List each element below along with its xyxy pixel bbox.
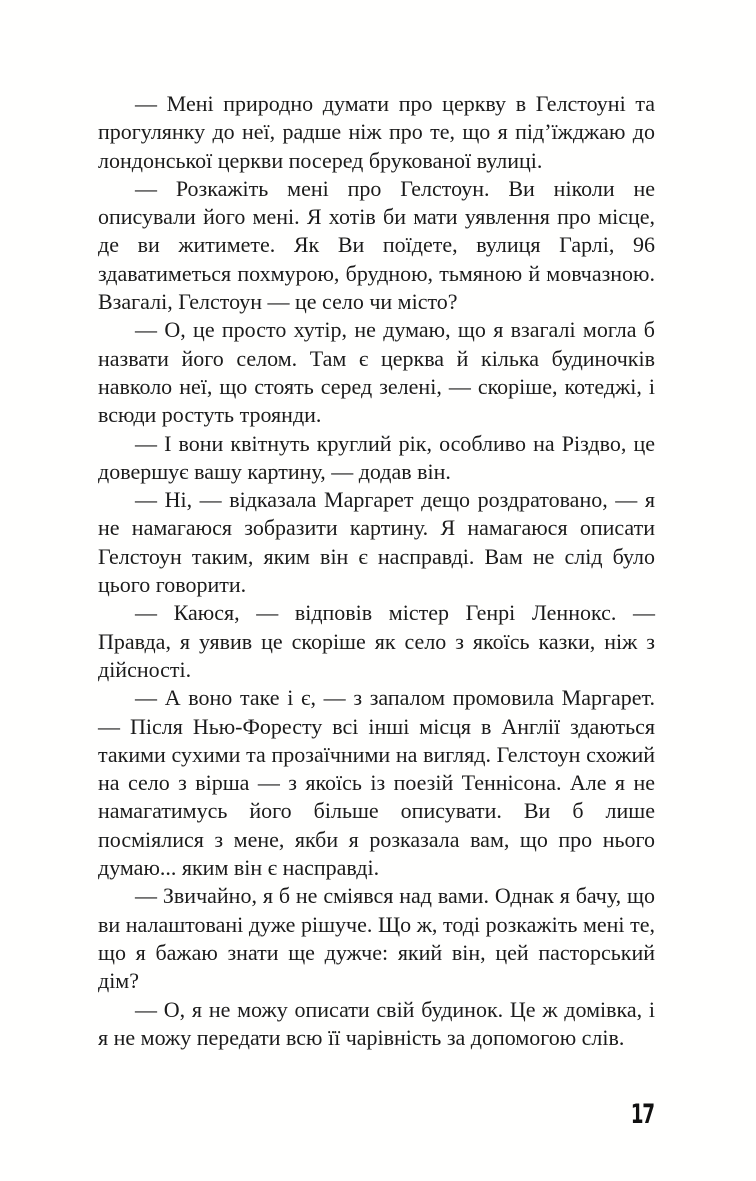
paragraph-1: — Мені природно думати про церкву в Гелстоуні та прогулянку до неї, радше ніж про те, що я під’їжджаю до лондонської церкви посеред брукованої вулиці. xyxy=(98,91,655,173)
paragraph-7: — А воно таке і є, — з запалом промовила Маргарет. — Після Нью-Форесту всі інші місця в Англії здаються такими сухими та прозаїчними на вигляд. Гелстоун схожий на село з вірша — з якоїсь із поезій Теннісона. Але я не намагатимусь його більше описувати. Ви б лише посміялися з мене, якби я розказала вам, що про нього думаю... яким він є насправді. xyxy=(98,685,655,881)
paragraph-8: — Звичайно, я б не сміявся над вами. Однак я бачу, що ви налаштовані дуже рішуче. Що ж, тоді розкажіть мені те, що я бажаю знати ще дужче: який він, цей пасторський дім? xyxy=(98,883,655,994)
paragraph-6: — Каюся, — відповів містер Генрі Леннокс. — Правда, я уявив це скоріше як село з якоїсь казки, ніж з дійсності. xyxy=(98,600,655,682)
page-number: 17 xyxy=(630,1099,654,1130)
paragraph-2: — Розкажіть мені про Гелстоун. Ви ніколи не описували його мені. Я хотів би мати уявлення про місце, де ви житимете. Як Ви поїдете, вулиця Гарлі, 96 здаватиметься похмурою, брудною, тьмяною й мовчазною. Взагалі, Гелстоун — це село чи місто? xyxy=(98,175,655,315)
paragraph-5: — Ні, — відказала Маргарет дещо роздратовано, — я не намагаюся зобразити картину. Я намагаюся описати Гелстоун таким, яким він є насправді. Вам не слід було цього говорити. xyxy=(98,487,655,598)
paragraph-9: — О, я не можу описати свій будинок. Це ж домівка, і я не можу передати всю її чарівність за допомогою слів. xyxy=(98,996,655,1050)
paragraph-4: — І вони квітнуть круглий рік, особливо на Різдво, це довершує вашу картину, — додав він. xyxy=(98,430,655,484)
paragraph-3: — О, це просто хутір, не думаю, що я взагалі могла б назвати його селом. Там є церква й кілька будиночків навколо неї, що стоять серед зелені, — скоріше, котеджі, і всюди ростуть троянди. xyxy=(98,317,655,428)
page-text-block xyxy=(98,90,655,1052)
